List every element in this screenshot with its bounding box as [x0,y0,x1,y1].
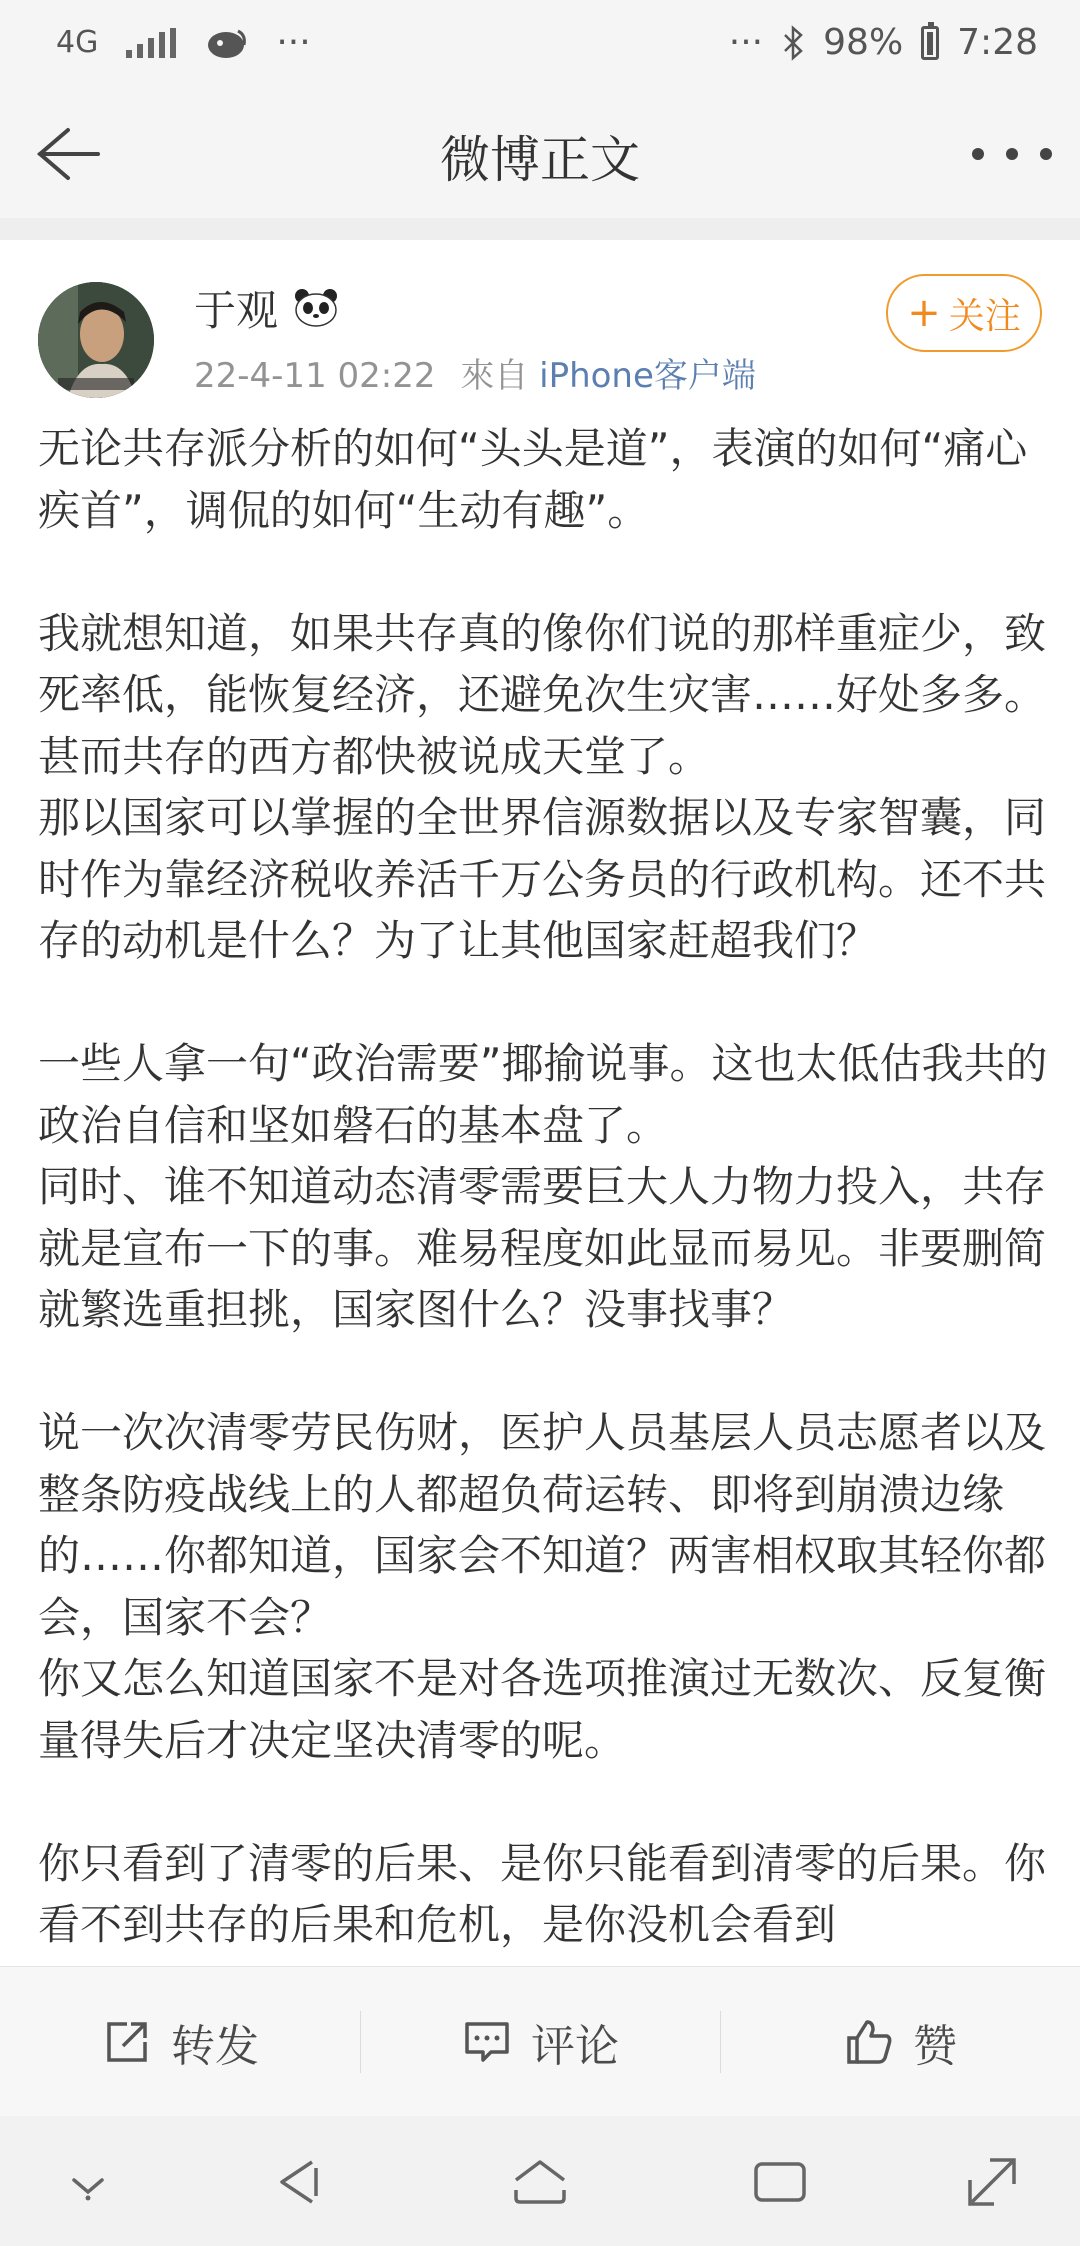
status-bar [0,0,1080,90]
post-paragraph: 我就想知道，如果共存真的像你们说的那样重症少，致死率低，能恢复经济，还避免次生灾害……好处多多。甚而共存的西方都快被说成天堂了。 [38,608,1047,781]
back-triangle-icon[interactable] [268,2150,332,2214]
comment-icon [461,2016,513,2068]
post-paragraph: 你只看到了清零的后果、是你只能看到清零的后果。你看不到共存的后果和危机，是你没机会看到 [38,1838,1047,1949]
battery-percent: 98% [823,22,904,63]
comment-button[interactable] [360,1967,720,2117]
post-action-bar [0,1966,1080,2117]
top-navigation-bar [0,90,1080,219]
follow-label: 关注 [948,295,1021,337]
panda-emoji-icon [292,288,340,328]
battery-icon [921,26,939,60]
weibo-notification-icon [204,25,248,61]
signal-icon [126,28,176,58]
bluetooth-icon [781,25,805,61]
post-paragraph [38,1341,1048,1403]
post-paragraph: 无论共存派分析的如何“头头是道”，表演的如何“痛心疾首”，调侃的如何“生动有趣”。 [38,424,1028,535]
more-options-icon[interactable] [972,118,1052,190]
repost-button[interactable] [0,1967,360,2117]
post-paragraph: 一些人拿一句“政治需要”揶揄说事。这也太低估我共的政治自信和坚如磐石的基本盘了。 [38,1039,1048,1150]
home-icon[interactable] [508,2150,572,2214]
post-timestamp: 22-4-11 02:22 [194,356,436,396]
status-overflow-left: ··· [276,22,311,63]
username[interactable] [194,278,340,338]
system-navigation-bar [0,2116,1080,2246]
post-paragraph [38,1771,1048,1833]
section-divider [0,218,1080,240]
comment-label: 评论 [531,2021,619,2072]
chevron-down-icon[interactable] [56,2150,120,2214]
like-button[interactable] [720,1967,1080,2117]
plus-icon: + [907,290,941,336]
source-prefix: 來自 [460,356,529,396]
post-card [0,240,1080,1966]
clock: 7:28 [957,22,1038,63]
repost-icon [101,2016,153,2068]
expand-screen-icon[interactable] [960,2150,1024,2214]
post-paragraph: 说一次次清零劳民伤财，医护人员基层人员志愿者以及整条防疫战线上的人都超负荷运转、即将到崩溃边缘的……你都知道，国家会不知道？两害相权取其轻你都会，国家不会？ [38,1408,1047,1642]
status-overflow-right: ··· [728,22,764,63]
follow-button[interactable] [886,274,1042,352]
username-text[interactable]: 于观 [194,286,279,335]
recent-apps-icon[interactable] [748,2150,812,2214]
post-paragraph [38,972,1048,1034]
thumbs-up-icon [843,2016,895,2068]
avatar[interactable] [38,282,154,398]
post-paragraph: 那以国家可以掌握的全世界信源数据以及专家智囊，同时作为靠经济税收养活千万公务员的行政机构。还不共存的动机是什么？为了让其他国家赶超我们？ [38,793,1047,965]
like-label: 赞 [913,2021,957,2072]
network-type: 4G [56,24,99,60]
post-paragraph: 你又怎么知道国家不是对各选项推演过无数次、反复衡量得失后才决定坚决清零的呢。 [38,1654,1047,1765]
page-title: 微博正文 [440,131,640,189]
post-paragraph [38,541,1048,603]
post-meta [194,348,756,397]
repost-label: 转发 [171,2021,259,2072]
post-paragraph: 同时、谁不知道动态清零需要巨大人力物力投入，共存就是宣布一下的事。难易程度如此显而易见。非要删简就繁选重担挑，国家图什么？没事找事？ [38,1162,1047,1334]
post-content [38,418,1048,1956]
post-source: iPhone客户端 [539,356,756,396]
